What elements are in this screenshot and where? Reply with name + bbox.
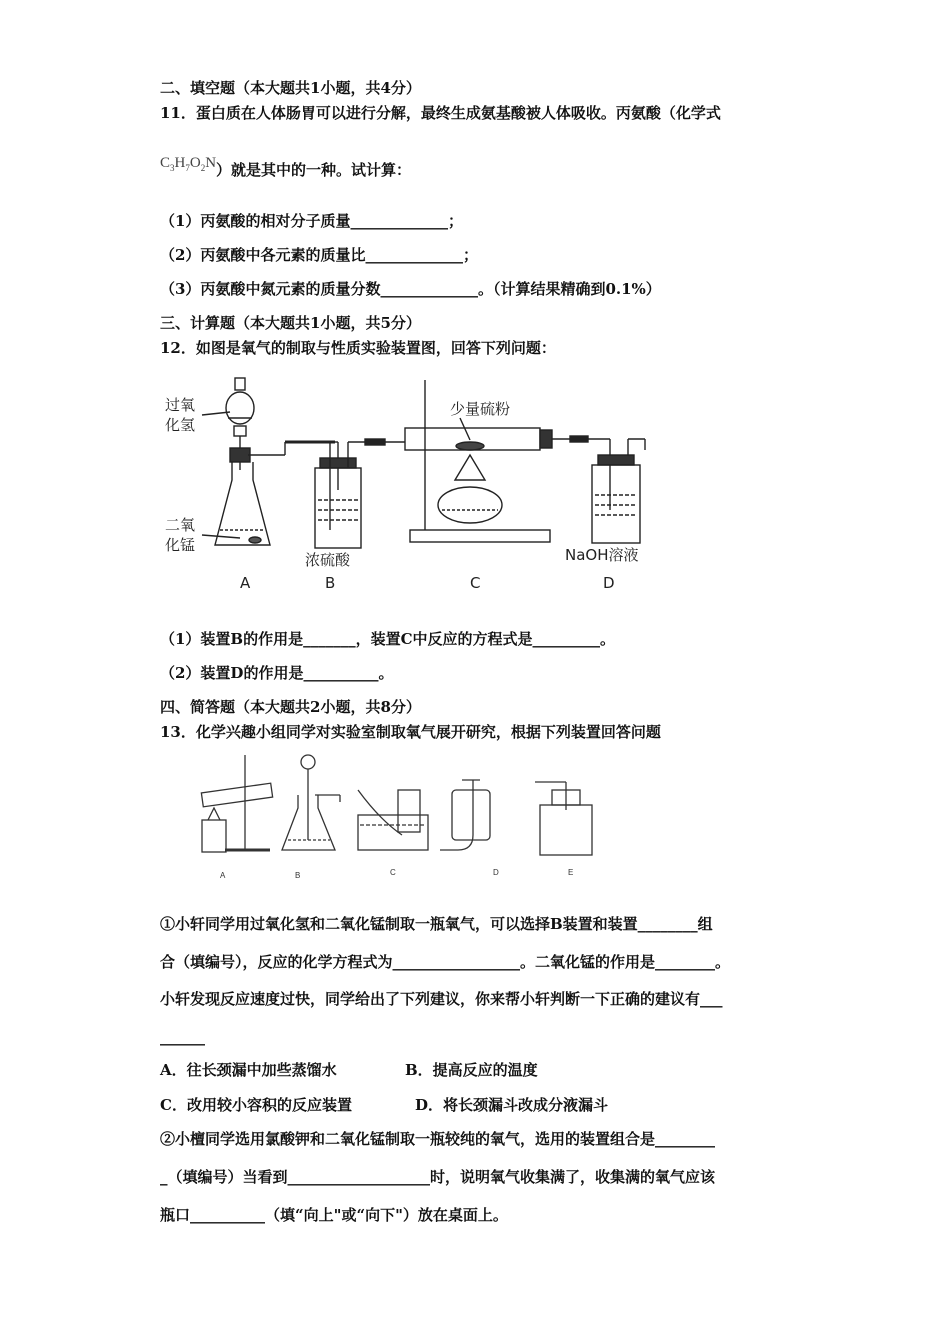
q11-sub1: （1）丙氨酸的相对分子质量_____________；	[160, 212, 463, 230]
apparatus-e	[535, 782, 592, 855]
q13-p1-line2: 合（填编号），反应的化学方程式为_________________。二氧化锰的作用是________。	[160, 953, 731, 971]
label-mno2-2: 化锰	[165, 536, 196, 554]
q11-line1: 11．蛋白质在人体肠胃可以进行分解，最终生成氨基酸被人体吸收。丙氨酸（化学式	[160, 104, 721, 122]
option-a: A．往长颈漏中加些蒸馏水	[160, 1061, 337, 1079]
apparatus-b	[282, 755, 340, 850]
apparatus-c	[405, 380, 552, 542]
label-A: A	[240, 574, 251, 592]
label-D: D	[493, 868, 499, 877]
section4-heading: 四、简答题（本大题共2小题，共8分）	[160, 698, 421, 716]
q13-p2-line1: ②小檀同学选用氯酸钾和二氧化锰制取一瓶较纯的氧气，选用的装置组合是________	[160, 1130, 716, 1148]
label-h2o2-2: 化氢	[165, 416, 196, 434]
label-h2o2-1: 过氧	[165, 396, 196, 414]
q11-sub2: （2）丙氨酸中各元素的质量比_____________；	[160, 246, 478, 264]
oxygen-apparatus-figure	[160, 370, 660, 600]
label-C: C	[390, 868, 396, 877]
q13-p1-line4: ______	[160, 1028, 205, 1046]
apparatus-d	[592, 455, 640, 543]
label-B: B	[325, 574, 336, 592]
option-b: B．提高反应的温度	[405, 1061, 538, 1079]
q13-p2-line3: 瓶口__________（填“向上"或“向下"）放在桌面上。	[160, 1206, 508, 1224]
label-mno2-1: 二氧	[165, 516, 196, 534]
q13-stem: 13．化学兴趣小组同学对实验室制取氧气展开研究，根据下列装置回答问题	[160, 723, 661, 741]
alanine-formula: $C_3H_7O_2N$	[160, 155, 217, 173]
q12-sub1: （1）装置B的作用是_______，装置C中反应的方程式是_________。	[160, 630, 616, 648]
label-C: C	[470, 574, 481, 592]
apparatus-a	[215, 378, 285, 545]
label-naoh: NaOH溶液	[565, 546, 639, 564]
q12-stem: 12．如图是氧气的制取与性质实验装置图，回答下列问题：	[160, 339, 556, 357]
label-D: D	[603, 574, 615, 592]
label-A: A	[220, 871, 226, 880]
q11-line2: $C_3H_7O_2N$）就是其中的一种。试计算：	[160, 155, 412, 179]
q13-p1-line3: 小轩发现反应速度过快，同学给出了下列建议，你来帮小轩判断一下正确的建议有___	[160, 990, 723, 1008]
label-E: E	[568, 868, 574, 877]
label-B: B	[295, 871, 301, 880]
apparatus-a	[201, 755, 272, 852]
section3-heading: 三、计算题（本大题共1小题，共5分）	[160, 314, 421, 332]
option-c: C．改用较小容积的反应装置	[160, 1096, 352, 1114]
q12-sub2: （2）装置D的作用是__________。	[160, 664, 394, 682]
q11-sub3: （3）丙氨酸中氮元素的质量分数_____________。（计算结果精确到0.1%）	[160, 280, 661, 298]
q13-p2-line2: _（填编号）当看到___________________时，说明氧气收集满了，收集满的氧气应该	[160, 1168, 716, 1186]
q13-p1-line1: ①小轩同学用过氧化氢和二氧化锰制取一瓶氧气，可以选择B装置和装置________组	[160, 915, 713, 933]
label-h2so4: 浓硫酸	[305, 551, 351, 569]
section2-heading: 二、填空题（本大题共1小题，共4分）	[160, 79, 421, 97]
gas-apparatus-figure	[190, 750, 610, 885]
apparatus-d	[440, 780, 490, 850]
apparatus-c	[358, 790, 428, 850]
apparatus-b	[315, 442, 361, 548]
label-sulfur: 少量硫粉	[450, 400, 511, 418]
option-d: D．将长颈漏斗改成分液漏斗	[415, 1096, 609, 1114]
